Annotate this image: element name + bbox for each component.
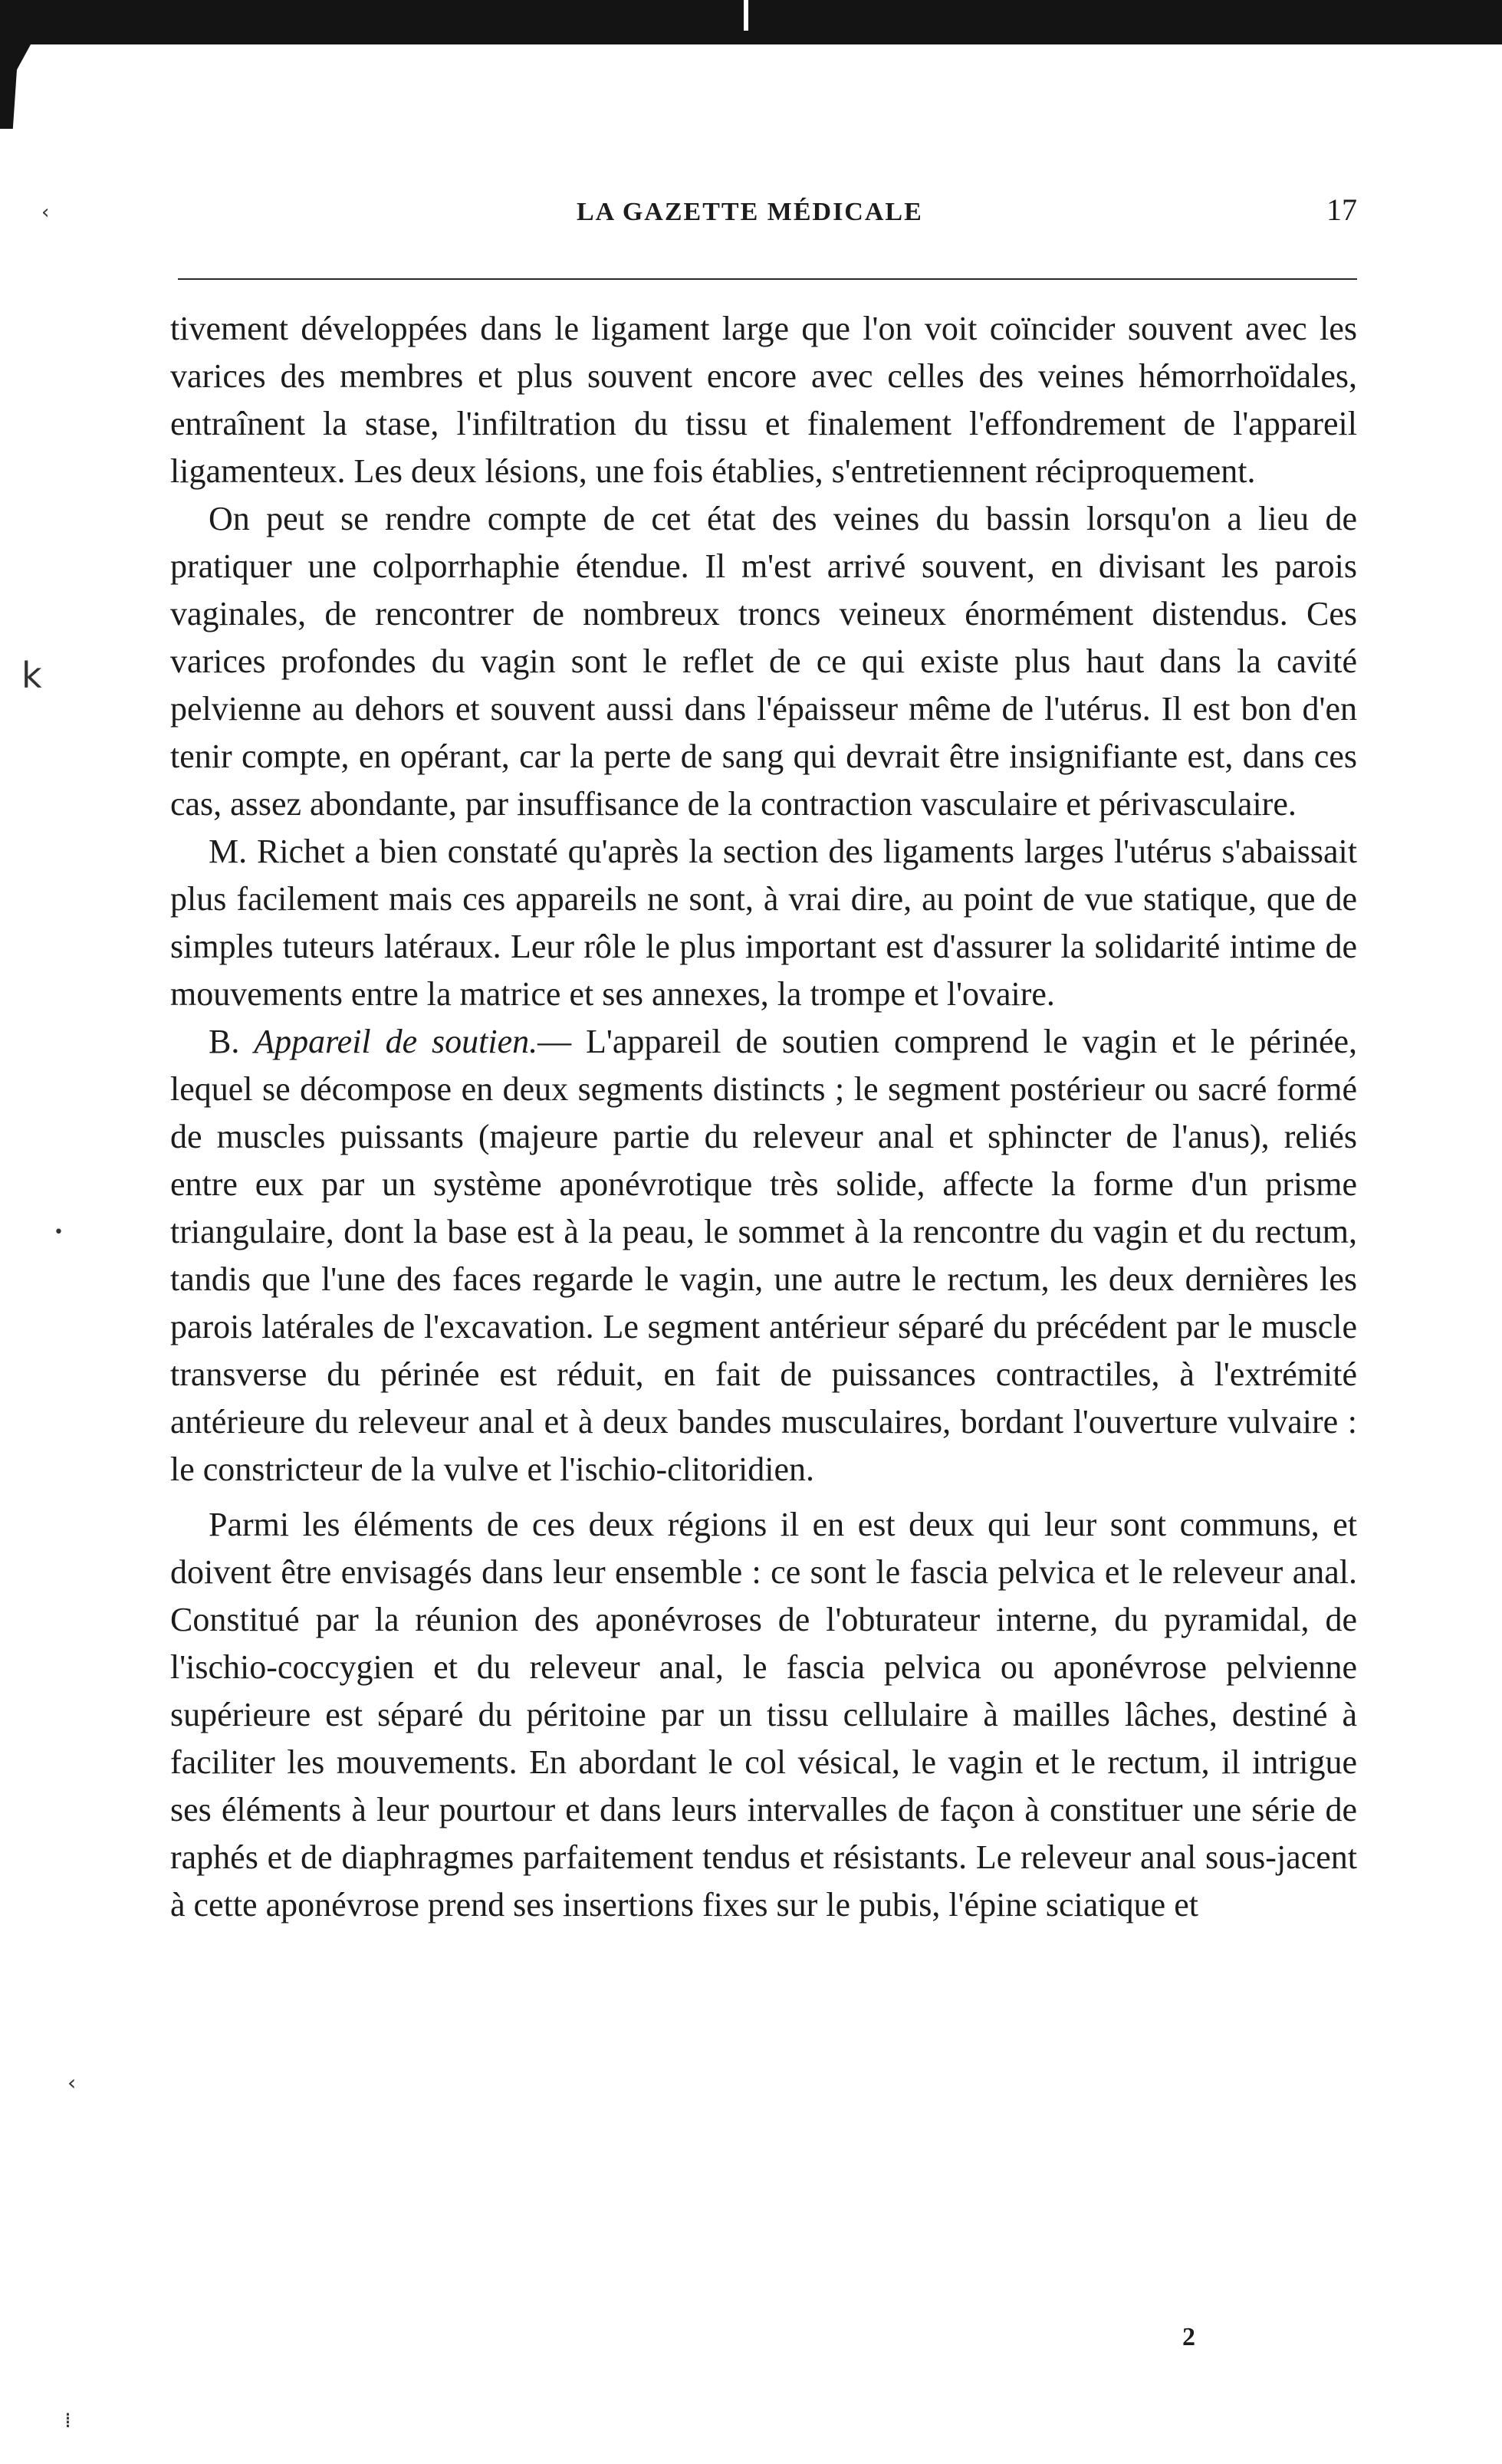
section-text: — L'appareil de soutien comprend le vagin et le périnée, lequel se décompose en deux segments distincts ; le segment postérieur ou sacré formé de muscles puissants (majeure partie du releveur anal et sphincter de l'anus), reliés entre eux par un système aponévrotique très solide, affecte la forme d'un prisme triangulaire, dont la base est à la peau, le sommet à la rencontre du vagin et du rectum, tandis que l'une des faces regarde le vagin, une autre le rectum, les deux dernières les parois latérales de l'excavation. Le segment antérieur séparé du précédent par le muscle transverse du périnée est réduit, en fait de puissances contractiles, à l'extrémité antérieure du releveur anal et à deux bandes musculaires, bordant l'ouverture vulvaire : le constricteur de la vulve et l'ischio-clitoridien.	[170, 1023, 1357, 1488]
margin-speck: k	[21, 655, 42, 696]
paragraph: tivement développées dans le ligament large que l'on voit coïncider souvent avec les varices des membres et plus souvent encore avec celles des veines hémorrhoïdales, entraînent la stase, l'infiltration du tissu et finalement l'effondrement de l'appareil ligamenteux. Les deux lésions, une fois établies, s'entretiennent réciproquement.	[170, 310, 1357, 490]
paragraph-section-b	[170, 1018, 1357, 1493]
page-number: 17	[1326, 192, 1357, 227]
header-rule	[178, 278, 1357, 280]
section-letter: B.	[209, 1023, 240, 1060]
paragraph: On peut se rendre compte de cet état des veines du bassin lorsqu'on a lieu de pratiquer une colporrhaphie étendue. Il m'est arrivé souvent, en divisant les parois vaginales, de rencontrer de nombreux troncs veineux énormément distendus. Ces varices profondes du vagin sont le reflet de ce qui existe plus haut dans la cavité pelvienne au dehors et souvent aussi dans l'épaisseur même de l'utérus. Il est bon d'en tenir compte, en opérant, car la perte de sang qui devrait être insignifiante est, dans ces cas, assez abondante, par insuffisance de la contraction vasculaire et périvasculaire.	[170, 500, 1357, 823]
margin-speck: ‹	[67, 2070, 77, 2095]
signature-mark: 2	[1182, 2323, 1195, 2351]
section-heading: Appareil de soutien.	[254, 1023, 538, 1060]
paragraph: Parmi les éléments de ces deux régions il en est deux qui leur sont communs, et doivent être envisagés dans leur ensemble : ce sont le fascia pelvica et le releveur anal. Constitué par la réunion des aponévroses de l'obturateur interne, du pyramidal, de l'ischio-coccygien et du releveur anal, le fascia pelvica ou aponévrose pelvienne supérieure est séparé du péritoine par un tissu cellulaire à mailles lâches, destiné à faciliter les mouvements. En abordant le col vésical, le vagin et le rectum, il intrigue ses éléments à leur pourtour et dans leurs intervalles de façon à constituer une série de raphés et de diaphragmes parfaitement tendus et résistants. Le releveur anal sous-jacent à cette aponévrose prend ses insertions fixes sur le pubis, l'épine sciatique et	[170, 1506, 1357, 1924]
margin-speck: ‹	[41, 201, 50, 224]
paragraph: M. Richet a bien constaté qu'après la section des ligaments larges l'utérus s'abaissait plus facilement mais ces appareils ne sont, à vrai dire, au point de vue statique, que de simples tuteurs latéraux. Leur rôle le plus important est d'assurer la solidarité intime de mouvements entre la matrice et ses annexes, la trompe et l'ovaire.	[170, 833, 1357, 1013]
margin-speck: ⁞	[64, 2407, 71, 2433]
scan-border-left	[0, 44, 31, 129]
running-title: LA GAZETTE MÉDICALE	[577, 198, 923, 226]
scan-border-top	[0, 0, 1502, 44]
scan-border-notch	[744, 0, 748, 31]
body-text	[170, 305, 1357, 1929]
page-header	[178, 192, 1357, 244]
margin-speck: •	[54, 1223, 64, 1242]
